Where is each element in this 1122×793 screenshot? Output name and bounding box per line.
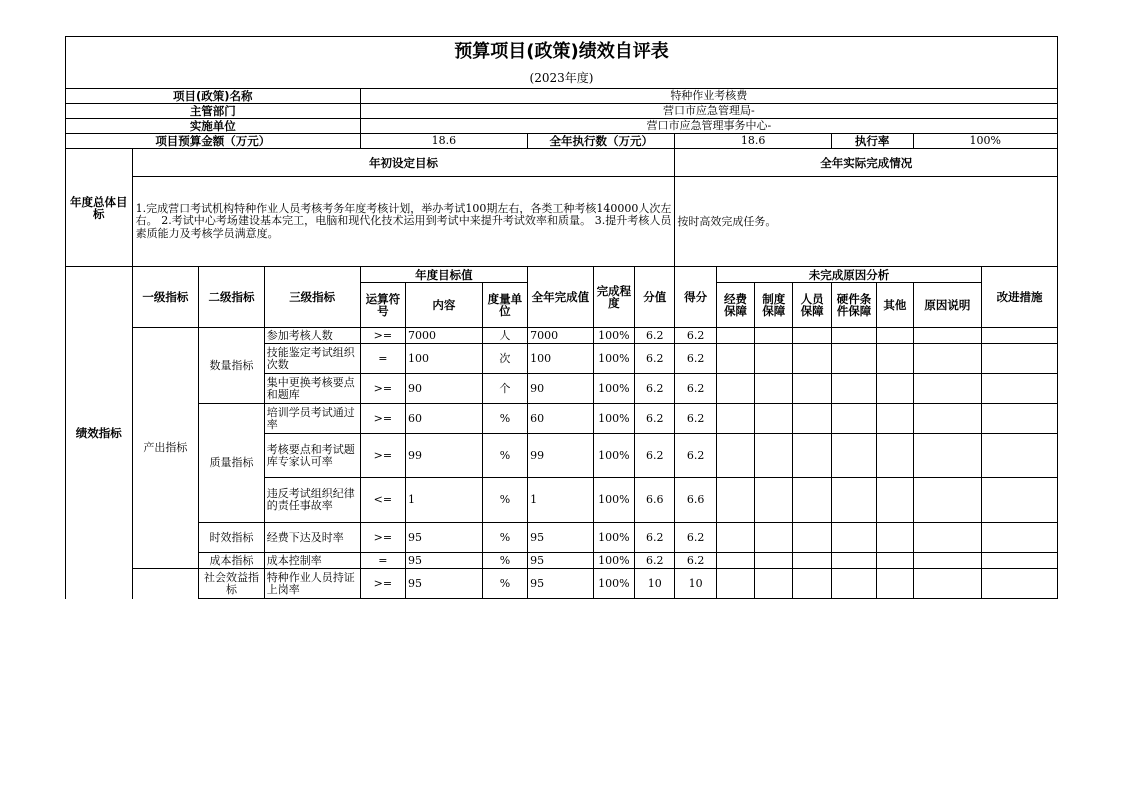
indicator-value: 6.2 xyxy=(635,404,675,434)
indicator-name: 违反考试组织纪律的责任事故率 xyxy=(264,478,360,523)
indicator-actual: 95 xyxy=(528,569,594,599)
dept-value: 营口市应急管理局- xyxy=(360,104,1057,119)
indicator-actual: 90 xyxy=(528,374,594,404)
indicator-degree: 100% xyxy=(593,553,634,569)
indicator-content: 7000 xyxy=(406,328,483,344)
indicator-content: 95 xyxy=(406,553,483,569)
indicator-name: 经费下达及时率 xyxy=(264,523,360,553)
indicator-content: 95 xyxy=(406,523,483,553)
score-value-header: 分值 xyxy=(635,267,675,328)
indicator-content: 95 xyxy=(406,569,483,599)
level3-header: 三级指标 xyxy=(264,267,360,328)
indicator-name: 成本控制率 xyxy=(264,553,360,569)
indicator-degree: 100% xyxy=(593,523,634,553)
unit-label: 实施单位 xyxy=(66,119,361,134)
indicator-score: 6.2 xyxy=(675,434,716,478)
indicator-value: 6.2 xyxy=(635,344,675,374)
indicator-operator: >= xyxy=(360,404,405,434)
indicator-name: 集中更换考核要点和题库 xyxy=(264,374,360,404)
funding-header: 经费保障 xyxy=(716,283,754,328)
indicator-value: 6.2 xyxy=(635,553,675,569)
indicator-value: 10 xyxy=(635,569,675,599)
indicator-degree: 100% xyxy=(593,478,634,523)
rate-value: 100% xyxy=(913,134,1057,149)
initial-goal-header: 年初设定目标 xyxy=(132,149,675,177)
indicator-unit: 个 xyxy=(482,374,527,404)
indicator-actual: 60 xyxy=(528,404,594,434)
level2-header: 二级指标 xyxy=(199,267,265,328)
actual-value-header: 全年完成值 xyxy=(528,267,594,328)
group-cost: 成本指标 xyxy=(199,553,265,569)
hardware-header: 硬件条件保障 xyxy=(831,283,876,328)
indicator-unit: % xyxy=(482,569,527,599)
group-social: 社会效益指标 xyxy=(199,569,265,599)
rate-label: 执行率 xyxy=(831,134,913,149)
indicator-degree: 100% xyxy=(593,434,634,478)
indicator-content: 100 xyxy=(406,344,483,374)
indicator-unit: % xyxy=(482,434,527,478)
indicator-unit: % xyxy=(482,523,527,553)
indicator-name: 培训学员考试通过率 xyxy=(264,404,360,434)
level1-effect-cell xyxy=(132,569,199,599)
indicator-unit: 次 xyxy=(482,344,527,374)
indicator-unit: % xyxy=(482,404,527,434)
indicator-score: 6.6 xyxy=(675,478,716,523)
indicator-actual: 99 xyxy=(528,434,594,478)
indicator-score: 6.2 xyxy=(675,328,716,344)
dept-label: 主管部门 xyxy=(66,104,361,119)
indicator-unit: % xyxy=(482,478,527,523)
indicator-content: 1 xyxy=(406,478,483,523)
operator-header: 运算符号 xyxy=(360,283,405,328)
indicator-actual: 95 xyxy=(528,523,594,553)
indicator-name: 参加考核人数 xyxy=(264,328,360,344)
indicator-name: 技能鉴定考试组织次数 xyxy=(264,344,360,374)
indicator-operator: >= xyxy=(360,569,405,599)
completion-degree-header: 完成程度 xyxy=(593,267,634,328)
staff-header: 人员保障 xyxy=(793,283,831,328)
group-quality: 质量指标 xyxy=(199,404,265,523)
group-quantity: 数量指标 xyxy=(199,328,265,404)
page-title: 预算项目(政策)绩效自评表 xyxy=(66,37,1058,68)
executed-value: 18.6 xyxy=(675,134,831,149)
indicator-degree: 100% xyxy=(593,569,634,599)
budget-value: 18.6 xyxy=(360,134,528,149)
project-name-value: 特种作业考核费 xyxy=(360,89,1057,104)
indicator-operator: >= xyxy=(360,523,405,553)
evaluation-sheet xyxy=(65,36,1058,599)
indicator-value: 6.2 xyxy=(635,374,675,404)
actual-completion-text: 按时高效完成任务。 xyxy=(675,177,1058,267)
indicator-unit: % xyxy=(482,553,527,569)
indicator-degree: 100% xyxy=(593,404,634,434)
target-group-header: 年度目标值 xyxy=(360,267,528,283)
indicator-degree: 100% xyxy=(593,328,634,344)
system-header: 制度保障 xyxy=(755,283,793,328)
indicator-operator: >= xyxy=(360,328,405,344)
score-header: 得分 xyxy=(675,267,716,328)
content-header: 内容 xyxy=(406,283,483,328)
group-timeliness: 时效指标 xyxy=(199,523,265,553)
annual-goal-label: 年度总体目标 xyxy=(66,149,133,267)
indicator-unit: 人 xyxy=(482,328,527,344)
indicator-score: 10 xyxy=(675,569,716,599)
indicator-score: 6.2 xyxy=(675,374,716,404)
indicator-operator: >= xyxy=(360,434,405,478)
unit-header: 度量单位 xyxy=(482,283,527,328)
indicator-actual: 7000 xyxy=(528,328,594,344)
indicator-value: 6.2 xyxy=(635,328,675,344)
indicator-score: 6.2 xyxy=(675,344,716,374)
level1-header: 一级指标 xyxy=(132,267,199,328)
indicator-operator: >= xyxy=(360,374,405,404)
report-year: (2023年度) xyxy=(66,68,1058,89)
indicator-content: 99 xyxy=(406,434,483,478)
executed-label: 全年执行数（万元） xyxy=(528,134,675,149)
indicator-value: 6.2 xyxy=(635,434,675,478)
indicator-score: 6.2 xyxy=(675,404,716,434)
project-name-label: 项目(政策)名称 xyxy=(66,89,361,104)
reason-group-header: 未完成原因分析 xyxy=(716,267,981,283)
indicator-degree: 100% xyxy=(593,344,634,374)
unit-value: 营口市应急管理事务中心- xyxy=(360,119,1057,134)
indicator-score: 6.2 xyxy=(675,553,716,569)
indicator-operator: = xyxy=(360,344,405,374)
evaluation-table xyxy=(65,36,1058,599)
indicator-value: 6.6 xyxy=(635,478,675,523)
budget-label: 项目预算金额（万元） xyxy=(66,134,361,149)
indicator-score: 6.2 xyxy=(675,523,716,553)
reason-desc-header: 原因说明 xyxy=(913,283,982,328)
indicator-actual: 100 xyxy=(528,344,594,374)
level1-output: 产出指标 xyxy=(132,328,199,569)
indicator-actual: 1 xyxy=(528,478,594,523)
indicator-name: 考核要点和考试题库专家认可率 xyxy=(264,434,360,478)
indicator-content: 60 xyxy=(406,404,483,434)
indicator-value: 6.2 xyxy=(635,523,675,553)
indicator-degree: 100% xyxy=(593,374,634,404)
indicator-operator: <= xyxy=(360,478,405,523)
actual-completion-header: 全年实际完成情况 xyxy=(675,149,1058,177)
indicator-content: 90 xyxy=(406,374,483,404)
other-header: 其他 xyxy=(877,283,913,328)
improvement-header: 改进措施 xyxy=(982,267,1058,328)
initial-goal-text: 1.完成营口考试机构特种作业人员考核考务年度考核计划，举办考试100期左右，各类工种考核140000人次左右。 2.考试中心考场建设基本完工，电脑和现代化技术运用到考试中来提升考试效率和质量。 3.提升考核人员素质能力及考核学员满意度。 xyxy=(132,177,675,267)
indicator-name: 特种作业人员持证上岗率 xyxy=(264,569,360,599)
indicator-actual: 95 xyxy=(528,553,594,569)
performance-indicators-label: 绩效指标 xyxy=(66,267,133,599)
indicator-operator: = xyxy=(360,553,405,569)
